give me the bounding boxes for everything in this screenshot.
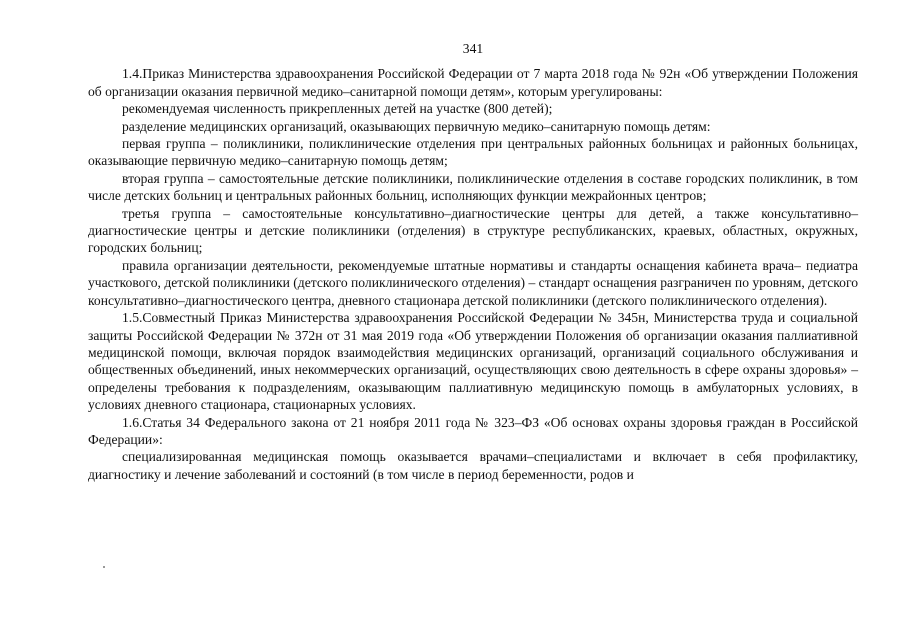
paragraph-article-34: 1.6.Статья 34 Федерального закона от 21 ноября 2011 года № 323–ФЗ «Об основах охраны здоровья граждан в Российской Федерации»: [88,414,858,447]
document-page [88,40,858,483]
paragraph-order-345n: 1.5.Совместный Приказ Министерства здравоохранения Российской Федерации № 345н, Министерства труда и социальной защиты Российской Федерации № 372н от 31 мая 2019 года «Об утверждении Положения об организации оказания паллиативной медицинской помощи, включая порядок взаимодействия медицинских организаций, организаций социального обслуживания и общественных объединений, иных некоммерческих организаций, осуществляющих свою деятельность в сфере охраны здоровья» – определены требования к подразделениям, оказывающим паллиативную медицинскую помощь в амбулаторных условиях, в условиях дневного стационара, стационарных условиях. [88,310,858,413]
paragraph-children-per-district: рекомендуемая численность прикрепленных детей на участке (800 детей); [122,101,553,117]
paragraph-second-group: вторая группа – самостоятельные детские поликлиники, поликлинические отделения в составе городских поликлиник, в том числе детских больниц и центральных районных больниц, исполняющих функции межрайонных центров; [88,170,858,204]
page-number: 341 [462,41,484,56]
paragraph-organization-rules: правила организации деятельности, рекомендуемые штатные нормативы и стандарты оснащения кабинета врача– педиатра участкового, детской поликлиники (детского поликлинического отделения) – стандарт оснащения разграничен по уровням, детского консультативно–диагностического центра, дневного стационара детской поликлиники (детского поликлинического отделения). [88,257,858,308]
paragraph-third-group: третья группа – самостоятельные консультативно–диагностические центры для детей, а также консультативно–диагностические центры и детские поликлиники (отделения) в структуре республиканских, краевых, областных, окружных, городских больниц; [88,205,858,256]
paragraph-specialized-care: специализированная медицинская помощь оказывается врачами–специалистами и включает в себя профилактику, диагностику и лечение заболеваний и состояний (в том числе в период беременности, родов и [88,449,858,482]
paragraph-order-92n: 1.4.Приказ Министерства здравоохранения Российской Федерации от 7 марта 2018 года № 92н «Об утверждении Положения об организации оказания первичной медико–санитарной помощи детям», которым урегулированы: [88,66,858,99]
paragraph-organization-division: разделение медицинских организаций, оказывающих первичную медико–санитарную помощь детям: [122,118,711,134]
scan-speck [103,566,105,568]
paragraph-first-group: первая группа – поликлиники, поликлинические отделения при центральных районных больницах и районных больницах, оказывающие первичную медико–санитарную помощь детям; [88,136,858,169]
